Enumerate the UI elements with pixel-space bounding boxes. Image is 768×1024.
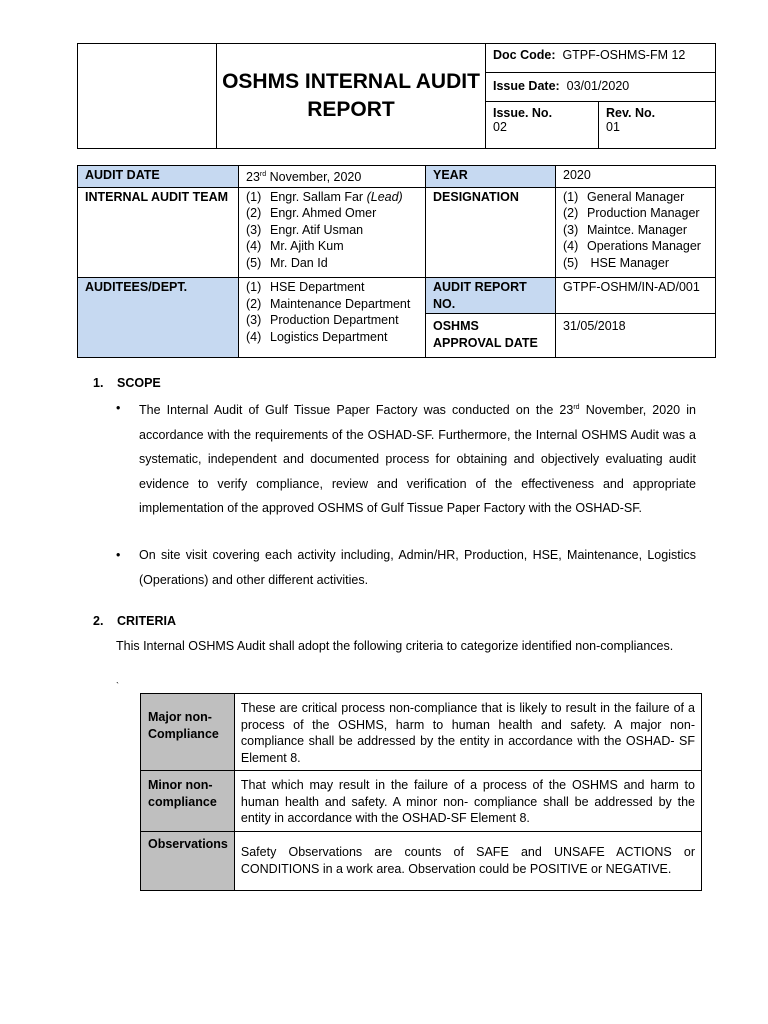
criteria-label: Major non-Compliance <box>141 694 235 771</box>
list-item: (5) Mr. Dan Id <box>246 255 328 270</box>
criteria-label: Minor non-compliance <box>141 771 235 832</box>
list-item: (1) Engr. Sallam Far (Lead) <box>246 189 403 204</box>
issue-no: Issue. No. 02 <box>486 102 599 149</box>
audit-date-label: AUDIT DATE <box>78 166 239 188</box>
audit-date-value: 23rd November, 2020 <box>239 166 426 188</box>
approval-date-value: 31/05/2018 <box>556 314 716 358</box>
bullet-icon: • <box>116 401 121 415</box>
list-item: (4) Logistics Department <box>246 329 388 344</box>
criteria-text: These are critical process non-compliance that is likely to result in the failure of a process of the OSHMS, harm to human health and safety. A major non-compliance shall be addressed by the entity in accordance with the OSHAD- SF Element 8. <box>234 694 701 771</box>
list-item: (4) Operations Manager <box>563 239 701 254</box>
table-row <box>141 771 702 832</box>
list-item: (3) Production Department <box>246 313 399 328</box>
table-row <box>141 832 702 891</box>
list-item: (1) General Manager <box>563 189 685 204</box>
team-list <box>239 187 426 278</box>
audit-info-table <box>77 165 716 358</box>
criteria-intro: This Internal OSHMS Audit shall adopt the following criteria to categorize identified non-compliances. <box>116 639 674 653</box>
doc-code: Doc Code: GTPF-OSHMS-FM 12 <box>486 44 716 73</box>
criteria-label: Observations <box>141 832 235 891</box>
report-no-label: AUDIT REPORT NO. <box>426 278 556 314</box>
logo-area <box>78 44 217 149</box>
stray-mark: ` <box>116 681 119 691</box>
auditees-label: AUDITEES/DEPT. <box>78 278 239 358</box>
criteria-text: That which may result in the failure of a process of the OSHMS and harm to human health and safety. A minor non- compliance shall be addressed by the entity in accordance with the OSHAD-SF Element 8. <box>234 771 701 832</box>
list-item: (1) HSE Department <box>246 280 365 295</box>
list-item: (2) Production Manager <box>563 206 700 221</box>
list-item: (2) Maintenance Department <box>246 296 411 311</box>
list-item: (2) Engr. Ahmed Omer <box>246 206 377 221</box>
list-item: (3) Maintce. Manager <box>563 222 688 237</box>
criteria-heading: 2. CRITERIA <box>93 614 177 628</box>
auditees-list <box>239 278 426 358</box>
scope-bullet-1: • The Internal Audit of Gulf Tissue Paper Factory was conducted on the 23rd November, 2020 in accordance with the requirements of the OSHAD-SF. Furthermore, the Internal OSHMS Audit was a systematic, independent and documented process for obtaining and objectively evaluating audit evidence to verify compliance, review and verification of the effectiveness and appropriate implementation of the approved OSHMS of Gulf Tissue Paper Factory with the OSHAD-SF. <box>116 396 696 521</box>
criteria-text: Safety Observations are counts of SAFE and UNSAFE ACTIONS or CONDITIONS in a work area. Observation could be POSITIVE or NEGATIVE. <box>234 832 701 891</box>
table-row <box>141 694 702 771</box>
bullet-icon: • <box>116 548 121 562</box>
criteria-table <box>140 693 702 891</box>
team-label: INTERNAL AUDIT TEAM <box>78 187 239 278</box>
document-title: OSHMS INTERNAL AUDIT REPORT <box>217 44 486 149</box>
document-header <box>77 43 716 149</box>
rev-no: Rev. No. 01 <box>599 102 716 149</box>
issue-date: Issue Date: 03/01/2020 <box>486 73 716 102</box>
designation-list <box>556 187 716 278</box>
list-item: (4) Mr. Ajith Kum <box>246 239 344 254</box>
report-no-value: GTPF-OSHM/IN-AD/001 <box>556 278 716 314</box>
scope-heading: 1. SCOPE <box>93 376 161 390</box>
scope-bullet-2: • On site visit covering each activity including, Admin/HR, Production, HSE, Maintenance, Logistics (Operations) and other different activities. <box>116 543 696 592</box>
year-label: YEAR <box>426 166 556 188</box>
list-item: (5) HSE Manager <box>563 255 669 270</box>
year-value: 2020 <box>556 166 716 188</box>
designation-label: DESIGNATION <box>426 187 556 278</box>
approval-date-label: OSHMS APPROVAL DATE <box>426 314 556 358</box>
list-item: (3) Engr. Atif Usman <box>246 222 364 237</box>
